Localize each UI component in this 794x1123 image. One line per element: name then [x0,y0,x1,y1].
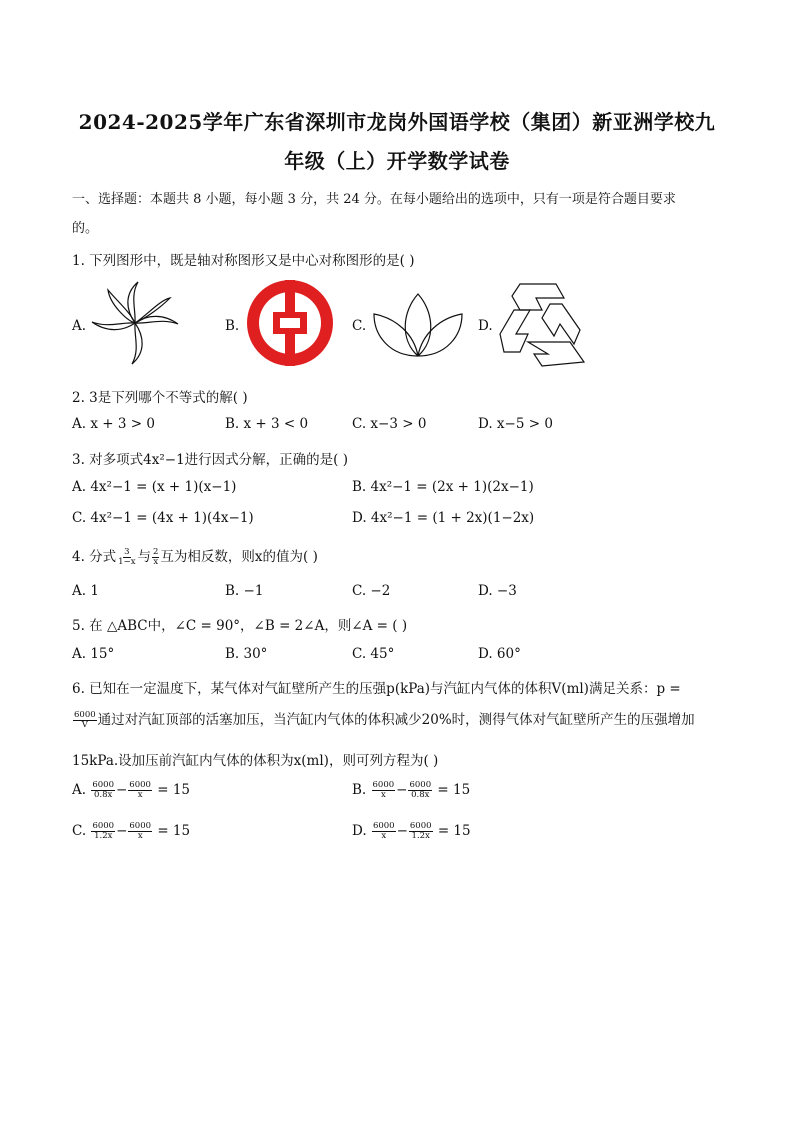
q4-stem-part-a: 4. 分式 [72,549,117,565]
q4-option-d: D. −3 [478,583,517,599]
pinwheel-figure [86,280,184,366]
q1-option-a-label: A. [72,318,87,334]
q3-option-c: C. 4x²−1 = (4x + 1)(4x−1) [72,510,254,526]
q6-option-c: C. $\frac{6000}{1.2x}$ − $\frac{6000}{x}$ = 15 [72,821,191,841]
section-heading-cont: 的。 [72,221,99,236]
q2-option-a: A. x + 3 > 0 [72,416,155,432]
q4-fraction-1: $\frac{3}{1-x}$ [118,547,136,567]
q1-option-b-label: B. [225,318,240,334]
q5-option-b: B. 30° [225,646,268,662]
q2-option-d: D. x−5 > 0 [478,416,553,432]
q4-option-c: C. −2 [352,583,391,599]
q4-stem-part-b: 与 [137,549,151,565]
q2-option-b: B. x + 3 < 0 [225,416,309,432]
q4-stem-part-c: 互为相反数，则x的值为( ) [160,549,318,565]
exam-title-line2: 年级（上）开学数学试卷 [284,149,510,173]
q6-relation-fraction: $\frac{6000}{V}$ [74,710,96,730]
question-2-stem: 2. 3是下列哪个不等式的解( ) [72,390,248,406]
q4-option-b: B. −1 [225,583,264,599]
question-4-stem [72,545,318,567]
exam-title-line1: 2024-2025学年广东省深圳市龙岗外国语学校（集团）新亚洲学校九 [78,110,716,134]
q1-option-d-label: D. [478,318,493,334]
recycle-figure [498,282,588,368]
question-5-stem: 5. 在 △ABC中，∠C = 90°，∠B = 2∠A，则∠A = ( ) [72,618,408,634]
q6-option-d: D. $\frac{6000}{x}$ − $\frac{6000}{1.2x}$ = 15 [352,821,471,841]
question-3-stem: 3. 对多项式4x²−1进行因式分解，正确的是( ) [72,452,349,468]
bank-logo-figure [244,278,336,368]
q5-option-a: A. 15° [72,646,115,662]
q2-option-c: C. x−3 > 0 [352,416,427,432]
q3-option-d: D. 4x²−1 = (1 + 2x)(1−2x) [352,510,535,526]
question-6-line2: $\frac{6000}{V}$ 通过对汽缸顶部的活塞加压，当汽缸内气体的体积减少20%时，测得气体对气缸壁所产生的压强增加 [74,710,695,730]
lotus-figure [370,290,466,360]
q6-option-a: A. $\frac{6000}{0.8x}$ − $\frac{6000}{x}$ = 15 [72,780,191,800]
question-6-line3: 15kPa.设加压前汽缸内气体的体积为x(ml)，则可列方程为( ) [72,753,439,769]
section-heading: 一、选择题：本题共 8 小题，每小题 3 分，共 24 分。在每小题给出的选项中，只有一项是符合题目要求 [72,192,676,207]
q4-option-a: A. 1 [72,583,99,599]
q3-option-b: B. 4x²−1 = (2x + 1)(2x−1) [352,479,534,495]
question-1-stem: 1. 下列图形中，既是轴对称图形又是中心对称图形的是( ) [72,253,415,269]
q5-option-c: C. 45° [352,646,395,662]
question-6-line1: 6. 已知在一定温度下，某气体对气缸壁所产生的压强p(kPa)与汽缸内气体的体积V(ml)满足关系：p = [72,681,681,697]
q6-option-b: B. $\frac{6000}{x}$ − $\frac{6000}{0.8x}$ = 15 [352,780,471,800]
q3-option-a: A. 4x²−1 = (x + 1)(x−1) [72,479,237,495]
q4-fraction-2: $\frac{2}{x}$ [153,547,159,567]
q1-option-c-label: C. [352,318,367,334]
q5-option-d: D. 60° [478,646,521,662]
